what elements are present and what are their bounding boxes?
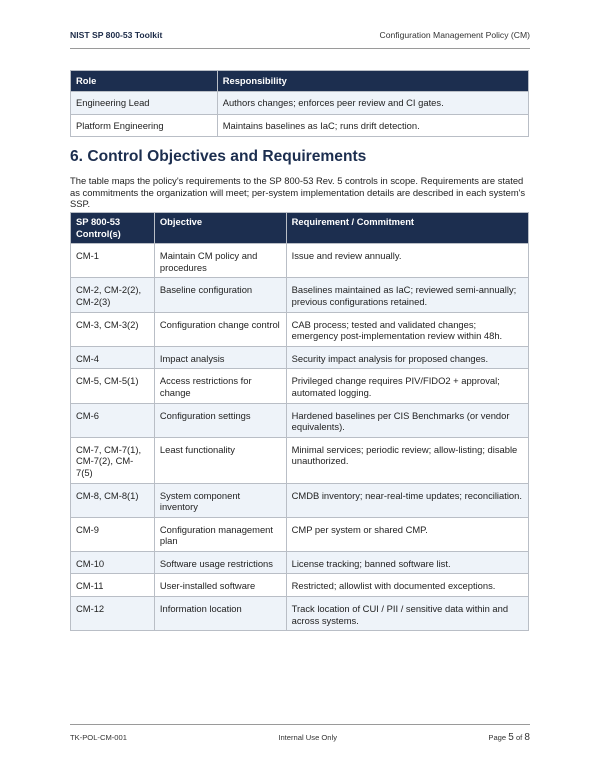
page-current: 5 [508,732,514,743]
page-total: 8 [524,732,530,743]
requirement-cell: Privileged change requires PIV/FIDO2 + approval; automated logging. [286,369,528,403]
control-id-cell: CM-1 [71,244,155,278]
table-row [71,597,529,631]
control-id-cell: CM-11 [71,574,155,597]
role-cell: Platform Engineering [71,114,218,137]
page-header [70,30,530,49]
requirement-cell: Track location of CUI / PII / sensitive data within and across systems. [286,597,528,631]
objective-cell: Configuration management plan [154,517,286,551]
control-id-cell: CM-8, CM-8(1) [71,483,155,517]
page-of-label: of [515,733,523,742]
page-label: Page [488,733,507,742]
control-id-cell: CM-7, CM-7(1), CM-7(2), CM-7(5) [71,437,155,483]
control-id-cell: CM-10 [71,551,155,574]
controls-header-requirement: Requirement / Commitment [286,213,528,244]
header-policy-title: Configuration Management Policy (CM) [379,30,530,40]
requirement-cell: Security impact analysis for proposed changes. [286,346,528,369]
roles-header-responsibility: Responsibility [217,71,528,92]
control-id-cell: CM-9 [71,517,155,551]
requirement-cell: Issue and review annually. [286,244,528,278]
section-intro: The table maps the policy's requirements to the SP 800-53 Rev. 5 controls in scope. Requirements are stated as commitments the organization will meet; per-system implementation details are described in each system's SSP. [70,175,526,210]
responsibility-cell: Maintains baselines as IaC; runs drift detection. [217,114,528,137]
table-row [71,437,529,483]
objective-cell: System component inventory [154,483,286,517]
requirement-cell: Restricted; allowlist with documented exceptions. [286,574,528,597]
control-id-cell: CM-4 [71,346,155,369]
table-row [71,483,529,517]
control-id-cell: CM-2, CM-2(2), CM-2(3) [71,278,155,312]
page-footer [70,724,530,743]
table-row [71,278,529,312]
objective-cell: Impact analysis [154,346,286,369]
objective-cell: Baseline configuration [154,278,286,312]
objective-cell: Configuration change control [154,312,286,346]
control-id-cell: CM-5, CM-5(1) [71,369,155,403]
table-row [71,346,529,369]
table-row [71,403,529,437]
role-cell: Engineering Lead [71,92,218,115]
objective-cell: Information location [154,597,286,631]
requirement-cell: CMDB inventory; near-real-time updates; reconciliation. [286,483,528,517]
page-number [488,732,530,743]
control-id-cell: CM-3, CM-3(2) [71,312,155,346]
objective-cell: Maintain CM policy and procedures [154,244,286,278]
table-row [71,114,529,137]
table-row [71,312,529,346]
section-heading: 6. Control Objectives and Requirements [70,148,367,165]
footer-classification: Internal Use Only [278,733,338,742]
requirement-cell: License tracking; banned software list. [286,551,528,574]
controls-header-row [71,213,529,244]
table-row [71,244,529,278]
objective-cell: Least functionality [154,437,286,483]
controls-table [70,212,529,631]
table-row [71,517,529,551]
requirement-cell: Baselines maintained as IaC; reviewed semi-annually; previous configurations retained. [286,278,528,312]
roles-header-role: Role [71,71,218,92]
requirement-cell: Hardened baselines per CIS Benchmarks (or vendor equivalents). [286,403,528,437]
requirement-cell: Minimal services; periodic review; allow-listing; disable unauthorized. [286,437,528,483]
table-row [71,574,529,597]
footer-doc-id: TK-POL-CM-001 [70,733,127,742]
control-id-cell: CM-6 [71,403,155,437]
objective-cell: Access restrictions for change [154,369,286,403]
requirement-cell: CAB process; tested and validated changes; emergency post-implementation review within 48h. [286,312,528,346]
control-id-cell: CM-12 [71,597,155,631]
objective-cell: User-installed software [154,574,286,597]
controls-header-control: SP 800-53 Control(s) [71,213,155,244]
roles-table [70,70,529,137]
controls-header-objective: Objective [154,213,286,244]
roles-header-row [71,71,529,92]
table-row [71,92,529,115]
table-row [71,551,529,574]
responsibility-cell: Authors changes; enforces peer review and CI gates. [217,92,528,115]
objective-cell: Software usage restrictions [154,551,286,574]
header-toolkit-title: NIST SP 800-53 Toolkit [70,30,163,40]
table-row [71,369,529,403]
objective-cell: Configuration settings [154,403,286,437]
requirement-cell: CMP per system or shared CMP. [286,517,528,551]
